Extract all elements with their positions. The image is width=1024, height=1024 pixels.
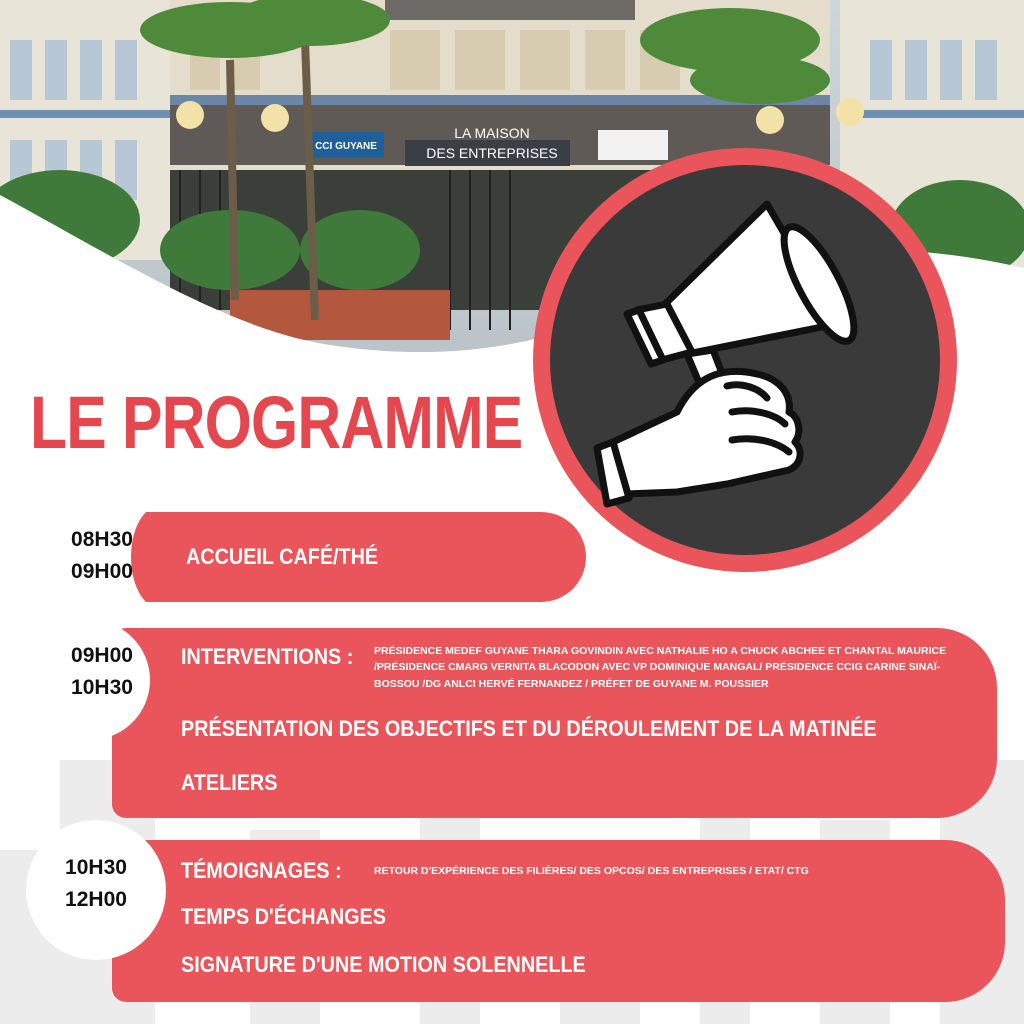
cci-sign: CCI GUYANE	[315, 141, 377, 152]
program-item-3-details: RETOUR D'EXPÉRIENCE DES FILIÈRES/ DES OPCOS/ DES ENTREPRISES / ETAT/ CTG	[374, 865, 809, 877]
program-item-2-time-start: 09H00	[71, 644, 133, 667]
program-item-1-time-start: 08H30	[71, 528, 133, 551]
program-item-3-time	[36, 852, 156, 915]
program-item-2-time-end: 10H30	[71, 675, 133, 699]
maison-sign-line1: LA MAISON	[454, 125, 530, 141]
program-item-1-time	[42, 524, 162, 587]
program-item-3-time-end: 12H00	[65, 887, 127, 911]
program-item-2-time	[42, 640, 162, 703]
program-item-3-heading: TÉMOIGNAGES :	[181, 858, 342, 883]
megaphone-badge	[527, 142, 963, 578]
page-title: LE PROGRAMME	[30, 381, 523, 464]
program-item-2-details: PRÉSIDENCE MEDEF GUYANE THARA GOVINDIN AVEC NATHALIE HO A CHUCK ABCHEE ET CHANTAL MAURICE /PRÉSIDENCE CMARG VERNITA BLACODON AVEC VP DOMINIQUE MANGAL/ PRÉSIDENCE CCIG CARINE SINAÏ-BOSSOU /DG ANLCI HERVÉ FERNANDEZ / PRÉFET DE GUYANE M. POUSSIER	[374, 645, 947, 690]
program-item-3-time-start: 10H30	[65, 856, 127, 879]
program-item-2-line2: PRÉSENTATION DES OBJECTIFS ET DU DÉROULEMENT DE LA MATINÉE	[181, 716, 877, 741]
program-item-2-heading: INTERVENTIONS :	[181, 644, 354, 669]
program-item-1-time-end: 09H00	[71, 559, 133, 583]
maison-sign-line2: DES ENTREPRISES	[426, 145, 558, 161]
program-item-3-line3: SIGNATURE D'UNE MOTION SOLENNELLE	[181, 952, 586, 977]
program-item-2-line3: ATELIERS	[181, 770, 278, 795]
program-item-3-line2: TEMPS D'ÉCHANGES	[181, 904, 386, 929]
program-item-1-title: ACCUEIL CAFÉ/THÉ	[186, 544, 379, 569]
